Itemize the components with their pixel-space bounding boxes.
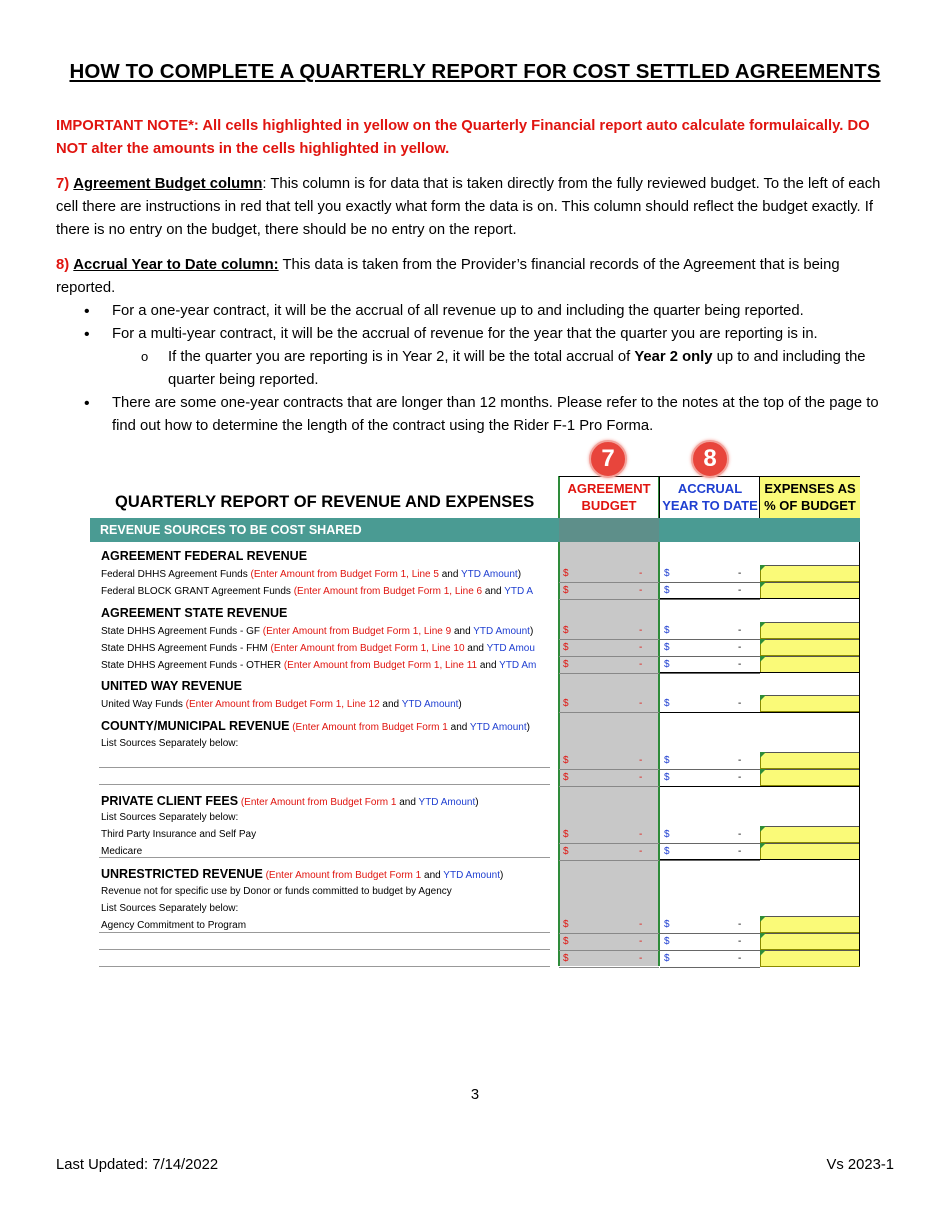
fed1-red: (Enter Amount from Budget Form 1, Line 5 xyxy=(250,569,439,580)
accrual-dollar-sign: $ xyxy=(664,642,670,653)
fed1-close: ) xyxy=(517,569,522,580)
expenses-percent-cell xyxy=(760,752,860,769)
formula-marker-icon xyxy=(760,826,766,832)
federal-block-grant-row-label xyxy=(101,586,549,597)
expenses-percent-cell xyxy=(760,695,860,712)
right-border xyxy=(859,542,860,966)
budget-dollar-sign: $ xyxy=(563,755,569,766)
page-title: HOW TO COMPLETE A QUARTERLY REPORT FOR COST SETTLED AGREEMENTS xyxy=(69,60,881,83)
budget-dollar-sign: $ xyxy=(563,585,569,596)
agreement-budget-header-line1: AGREEMENT xyxy=(567,481,651,496)
fed2-text: Federal BLOCK GRANT Agreement Funds xyxy=(101,586,294,597)
private-client-fees-heading xyxy=(101,794,479,808)
accrual-column-left-border xyxy=(658,476,660,966)
fed2-and: and xyxy=(482,586,505,597)
sub-bullet-bold: Year 2 only xyxy=(634,349,713,365)
section-border xyxy=(660,598,860,599)
budget-dollar-sign: $ xyxy=(563,772,569,783)
st3-ytd: YTD Am xyxy=(499,660,537,671)
budget-dash: - xyxy=(639,642,643,653)
accrual-dash: - xyxy=(738,585,742,596)
budget-dollar-sign: $ xyxy=(563,625,569,636)
accrual-cell-border xyxy=(660,933,760,934)
accrual-dash: - xyxy=(738,698,742,709)
budget-dollar-sign: $ xyxy=(563,953,569,964)
section-border xyxy=(660,712,860,713)
pcf-red: (Enter Amount from Budget Form 1 xyxy=(238,797,397,808)
budget-cell-border xyxy=(559,673,659,674)
budget-cell-border xyxy=(559,860,659,861)
st1-and: and xyxy=(451,626,474,637)
accrual-dollar-sign: $ xyxy=(664,659,670,670)
accrual-dollar-sign: $ xyxy=(664,755,670,766)
fed2-red: (Enter Amount from Budget Form 1, Line 6 xyxy=(293,586,483,597)
page-number: 3 xyxy=(470,1087,480,1103)
bullet-longer-contracts: • There are some one-year contracts that are longer than 12 months. Please refer to the notes at the top of the page to find out how to determine the length of the contract using the Rider F-1 Pro Forma. xyxy=(56,392,896,438)
budget-dash: - xyxy=(639,585,643,596)
cm-head: COUNTY/MUNICIPAL REVENUE xyxy=(101,719,290,733)
st3-red: (Enter Amount from Budget Form 1, Line 11 xyxy=(283,660,478,671)
budget-cell-border xyxy=(559,786,659,787)
budget-cell-border xyxy=(559,582,659,583)
cm-red: (Enter Amount from Budget Form 1 xyxy=(289,722,448,733)
accrual-dollar-sign: $ xyxy=(664,698,670,709)
expenses-percent-cell xyxy=(760,565,860,582)
ur-head: UNRESTRICTED REVENUE xyxy=(101,867,263,881)
budget-dash: - xyxy=(639,755,643,766)
uw1-ytd: YTD Amount xyxy=(401,699,459,710)
expenses-percent-cell xyxy=(760,933,860,950)
bullet-one-year: • For a one-year contract, it will be the accrual of all revenue up to and including the quarter being reported. xyxy=(56,300,896,323)
blank-row-line xyxy=(99,949,550,950)
formula-marker-icon xyxy=(760,769,766,775)
budget-dollar-sign: $ xyxy=(563,919,569,930)
budget-cell-border xyxy=(559,933,659,934)
budget-cell-border xyxy=(559,769,659,770)
band-right-cells xyxy=(660,518,860,542)
accrual-dollar-sign: $ xyxy=(664,568,670,579)
sub-bullet-text-b: up to and including the quarter being reported. xyxy=(168,349,866,388)
important-note: IMPORTANT NOTE*: All cells highlighted in yellow on the Quarterly Financial report auto calculate formulaically. DO NOT alter the amounts in the cells highlighted in yellow. xyxy=(56,118,870,157)
accrual-dollar-sign: $ xyxy=(664,846,670,857)
pcf-ytd: YTD Amount xyxy=(418,797,476,808)
cm-ytd: YTD Amount xyxy=(469,722,527,733)
section-7-text: : This column is for data that is taken directly from the fully reviewed budget. To the left of each cell there are instructions in red that tell you exactly what form the data is on. This column should reflect the budget exactly. If there is no entry on the budget, there should be no entry on the report. xyxy=(56,176,881,238)
footer-version: Vs 2023-1 xyxy=(826,1157,894,1173)
accrual-header-line2: YEAR TO DATE xyxy=(662,498,758,513)
budget-cell-border xyxy=(559,656,659,657)
accrual-cell-border xyxy=(660,950,760,951)
section-border xyxy=(660,859,860,860)
st2-text: State DHHS Agreement Funds - FHM xyxy=(101,643,271,654)
budget-dash: - xyxy=(639,568,643,579)
state-other-row-label xyxy=(101,660,549,671)
unrestricted-revenue-heading xyxy=(101,867,503,881)
accrual-dollar-sign: $ xyxy=(664,625,670,636)
accrual-dash: - xyxy=(738,755,742,766)
accrual-dash: - xyxy=(738,568,742,579)
county-list-sources: List Sources Separately below: xyxy=(101,738,239,749)
third-party-row-label: Third Party Insurance and Self Pay xyxy=(101,829,257,840)
budget-cell-border xyxy=(559,599,659,600)
accrual-dash: - xyxy=(738,659,742,670)
st3-text: State DHHS Agreement Funds - OTHER xyxy=(101,660,284,671)
accrual-cell-border xyxy=(660,656,760,657)
formula-marker-icon xyxy=(760,752,766,758)
formula-marker-icon xyxy=(760,582,766,588)
formula-marker-icon xyxy=(760,656,766,662)
formula-marker-icon xyxy=(760,565,766,571)
accrual-dash: - xyxy=(738,772,742,783)
uw1-text: United Way Funds xyxy=(101,699,186,710)
blank-row-line xyxy=(99,966,550,967)
section-7-number: 7) xyxy=(56,176,70,192)
accrual-dash: - xyxy=(738,846,742,857)
formula-marker-icon xyxy=(760,639,766,645)
medicare-row-label: Medicare xyxy=(101,846,143,857)
united-way-heading: UNITED WAY REVENUE xyxy=(101,679,243,693)
budget-dollar-sign: $ xyxy=(563,829,569,840)
expenses-header-line1: EXPENSES AS xyxy=(764,481,856,496)
medicare-underline xyxy=(99,857,550,858)
expenses-percent-cell xyxy=(760,916,860,933)
fed1-and: and xyxy=(438,569,462,580)
pcf-close: ) xyxy=(475,797,479,808)
accrual-dollar-sign: $ xyxy=(664,919,670,930)
badge-7-icon: 7 xyxy=(589,440,627,478)
budget-dash: - xyxy=(639,698,643,709)
accrual-cell-border xyxy=(660,599,760,600)
budget-dash: - xyxy=(639,829,643,840)
accrual-dash: - xyxy=(738,625,742,636)
budget-cell-border xyxy=(559,639,659,640)
budget-dollar-sign: $ xyxy=(563,568,569,579)
revenue-band-label: REVENUE SOURCES TO BE COST SHARED xyxy=(90,518,559,542)
budget-column-shading xyxy=(559,518,659,966)
fed1-ytd: YTD Amount xyxy=(461,569,518,580)
cm-and: and xyxy=(447,722,470,733)
accrual-header-line1: ACCRUAL xyxy=(677,481,743,496)
expenses-percent-cell xyxy=(760,826,860,843)
st1-red: (Enter Amount from Budget Form 1, Line 9 xyxy=(262,626,452,637)
expenses-percent-cell xyxy=(760,622,860,639)
accrual-dollar-sign: $ xyxy=(664,585,670,596)
blank-row-line xyxy=(99,784,550,785)
federal-revenue-heading: AGREEMENT FEDERAL REVENUE xyxy=(101,549,308,563)
agreement-budget-header-line2: BUDGET xyxy=(581,498,637,513)
ur-red: (Enter Amount from Budget Form 1 xyxy=(262,870,422,881)
accrual-cell-border xyxy=(660,967,760,968)
budget-dollar-sign: $ xyxy=(563,698,569,709)
accrual-dash: - xyxy=(738,919,742,930)
bullet-multi-year: • For a multi-year contract, it will be the accrual of revenue for the year that the quarter you are reporting is in. xyxy=(56,323,896,346)
budget-dollar-sign: $ xyxy=(563,846,569,857)
accrual-dash: - xyxy=(738,642,742,653)
united-way-row-label xyxy=(101,699,462,710)
section-8-text: This data is taken from the Provider’s financial records of the Agreement that is being reported. xyxy=(56,257,840,296)
unrestricted-list-sources: List Sources Separately below: xyxy=(101,903,239,914)
expenses-percent-cell xyxy=(760,843,860,860)
federal-dhhs-row-label xyxy=(101,569,521,580)
formula-marker-icon xyxy=(760,916,766,922)
accrual-dash: - xyxy=(738,829,742,840)
budget-dash: - xyxy=(639,659,643,670)
st1-ytd: YTD Amount xyxy=(473,626,530,637)
sheet-title: QUARTERLY REPORT OF REVENUE AND EXPENSES xyxy=(115,493,535,511)
budget-dollar-sign: $ xyxy=(563,936,569,947)
section-7-heading: Agreement Budget column xyxy=(73,176,263,192)
agency-commitment-row-label: Agency Commitment to Program xyxy=(101,920,247,931)
expenses-header xyxy=(760,477,860,518)
state-gf-row-label xyxy=(101,626,533,637)
formula-marker-icon xyxy=(760,695,766,701)
pcf-head: PRIVATE CLIENT FEES xyxy=(101,794,239,808)
ur-ytd: YTD Amount xyxy=(443,870,500,881)
budget-cell-border xyxy=(559,843,659,844)
budget-dash: - xyxy=(639,919,643,930)
badge-8-icon: 8 xyxy=(691,440,729,478)
expenses-percent-cell xyxy=(760,582,860,599)
uw1-red: (Enter Amount from Budget Form 1, Line 12 xyxy=(185,699,380,710)
accrual-dollar-sign: $ xyxy=(664,936,670,947)
budget-dash: - xyxy=(639,772,643,783)
section-8-number: 8) xyxy=(56,257,70,273)
footer-last-updated: Last Updated: 7/14/2022 xyxy=(56,1157,219,1173)
ur-close: ) xyxy=(500,870,504,881)
formula-marker-icon xyxy=(760,843,766,849)
fed2-ytd: YTD A xyxy=(504,586,534,597)
section-border xyxy=(660,672,860,673)
formula-marker-icon xyxy=(760,622,766,628)
budget-dash: - xyxy=(639,953,643,964)
accrual-cell-border xyxy=(660,582,760,583)
uw1-and: and xyxy=(379,699,402,710)
budget-dash: - xyxy=(639,846,643,857)
budget-column-left-border xyxy=(558,476,560,966)
st2-ytd: YTD Amou xyxy=(486,643,535,654)
expenses-percent-cell xyxy=(760,656,860,673)
expenses-percent-cell xyxy=(760,769,860,786)
st2-red: (Enter Amount from Budget Form 1, Line 10 xyxy=(270,643,465,654)
budget-dash: - xyxy=(639,936,643,947)
budget-dollar-sign: $ xyxy=(563,642,569,653)
state-revenue-heading: AGREEMENT STATE REVENUE xyxy=(101,606,288,620)
accrual-cell-border xyxy=(660,673,760,674)
formula-marker-icon xyxy=(760,950,766,956)
accrual-cell-border xyxy=(660,639,760,640)
section-border xyxy=(660,786,860,787)
accrual-cell-border xyxy=(660,860,760,861)
pcf-and: and xyxy=(396,797,419,808)
agency-underline xyxy=(99,932,550,933)
blank-row-line xyxy=(99,767,550,768)
budget-dollar-sign: $ xyxy=(563,659,569,670)
budget-dash: - xyxy=(639,625,643,636)
st3-and: and xyxy=(477,660,500,671)
expenses-percent-cell xyxy=(760,950,860,967)
accrual-dash: - xyxy=(738,936,742,947)
fed1-text: Federal DHHS Agreement Funds xyxy=(101,569,251,580)
budget-cell-border xyxy=(559,950,659,951)
budget-cell-border xyxy=(559,712,659,713)
agreement-budget-header xyxy=(559,480,659,514)
state-fhm-row-label xyxy=(101,643,549,654)
accrual-cell-border xyxy=(660,843,760,844)
accrual-cell-border xyxy=(660,769,760,770)
band-budget-cell xyxy=(559,518,659,542)
expenses-header-line2: % OF BUDGET xyxy=(764,498,856,513)
accrual-dollar-sign: $ xyxy=(664,829,670,840)
section-8-heading: Accrual Year to Date column: xyxy=(73,257,279,273)
accrual-dollar-sign: $ xyxy=(664,953,670,964)
formula-marker-icon xyxy=(760,933,766,939)
accrual-dollar-sign: $ xyxy=(664,772,670,783)
uw1-close: ) xyxy=(458,699,462,710)
st2-and: and xyxy=(464,643,487,654)
st1-close: ) xyxy=(529,626,534,637)
expenses-percent-cell xyxy=(760,639,860,656)
cm-close: ) xyxy=(526,722,530,733)
county-municipal-heading xyxy=(101,719,530,733)
accrual-header xyxy=(660,480,760,514)
ur-and: and xyxy=(421,870,444,881)
unrestricted-description: Revenue not for specific use by Donor or funds committed to budget by Agency xyxy=(101,886,452,897)
st1-text: State DHHS Agreement Funds - GF xyxy=(101,626,263,637)
sub-bullet-text-a: If the quarter you are reporting is in Year 2, it will be the total accrual of xyxy=(168,349,635,365)
accrual-dash: - xyxy=(738,953,742,964)
pcf-list-sources: List Sources Separately below: xyxy=(101,812,239,823)
budget-cell-border xyxy=(559,967,659,968)
